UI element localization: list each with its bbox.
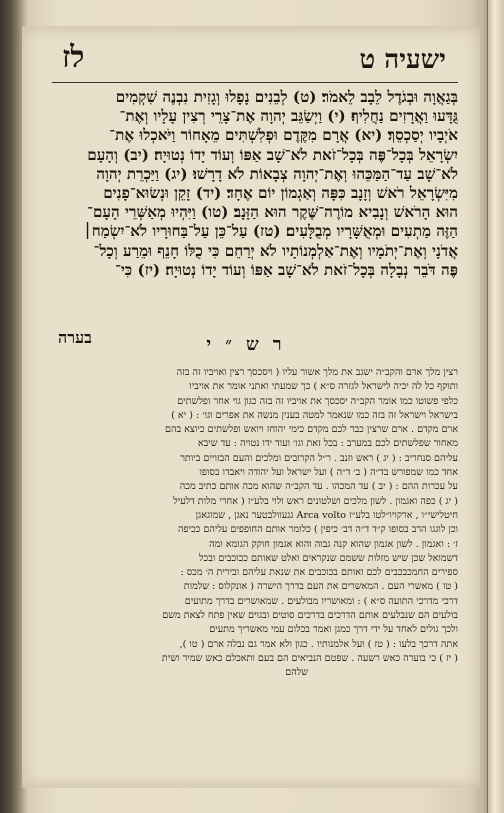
verse-line: פֶּה דֹּבֵר נְבָלָה בְּכָל־זֹאת לֹא־שָׁב אַפּוֹ וְעוֹד יָדוֹ נְטוּיָה׃ (יז) כִּי־ (115, 260, 458, 279)
commentary-line: כלפי פשוטו כמו אומר הקב״ה יסכסך את אויביו זה בזה כגון גוי אחר ופלשתים (177, 395, 458, 407)
commentary-line: על עכרות ההם : ( יב ) עד המכהו . עד הקב״ה שהוא מכה אותם כתיב מכה (179, 481, 458, 493)
verse-line: הוּא הָרֹאשׁ וְנָבִיא מוֹרֶה־שֶּׁקֶר הוּא הַזָּנָב׃ (טו) וַיִּהְיוּ מְאַשְּׁרֵי הָעָם־ (87, 203, 458, 222)
running-title: ישעיה ט (359, 45, 446, 75)
page-edge (487, 0, 504, 813)
commentary-line: ותוקף כל לה יכיה לישראל לגזרה ס״א ) כך שמעתי ואתני אומר את אויביו (189, 381, 458, 393)
commentary-line: עליהם סנחריב : ( יג ) ראש וזנב . ר״ל הקרובים ומלכים והעם הבזויים ביותר (180, 452, 458, 464)
commentary-line: שלהם (285, 667, 308, 679)
book-page (22, 26, 480, 788)
verse-line: אֲדֹנָי וְאֶת־יְתֹמָיו וְאֶת־אַלְמְנוֹתָיו לֹא יְרַחֵם כִּי כֻלּוֹ חָנֵף וּמֵרַע וְכָל־ (93, 241, 458, 260)
commentary-line: ( יז ) כי בוערה כאש רשעה . שפטם הנביאים הם בעם ותאכלם כאש שמיר ושית (161, 652, 458, 664)
commentary-line: ספירים החמכבכבים לכם ואותם בכוכבים את שנאת עליהם ובירית ה׳ מכס : (180, 567, 458, 579)
header-rule (52, 82, 458, 83)
commentary-line: בישראל וישראל זה בזה כמו שנאמר למטה בענין מנשה את אפרים וגו׳ : ( יא ) (171, 409, 458, 421)
commentary-line: ולכך גולים לאחד על ידי דרך כמגן ואמר בכלום עמי מאשריך מתעים (209, 624, 458, 636)
commentary-line: בולעים הם שנבלעים אותם הדרכים בדרכים סוטים ובגוים שאין פתח לצאת משם (162, 610, 458, 622)
verse-line: לֹא־שָׁב עַד־הַמַּכֵּהוּ וְאֶת־יְהוָה צְבָאוֹת לֹא דָרָשׁוּ׃ (יג) וַיַּכְרֵת יְהוָה (96, 164, 458, 183)
commentary-line: דרכי מדרכי התועה ס״א ) : ומאושריו מבולעים . שמאושרים בדרך מתועים (184, 595, 458, 607)
verse-line: הַזֶּה מַתְעִים וּמְאֻשָּׁרָיו מְבֻלָּעִים׃ (טז) עַל־כֵּן עַל־בַּחוּרָיו לֹא־יִשְׂמַח׀ (83, 222, 458, 241)
commentary-line: ( טו ) מאשרי העם . המאשרים את העם בדרך הישרה ( אונקלוס : שלמות (183, 581, 458, 593)
commentary-line: וכן לוגגו הרב בסופו ק״ד ד״ה דב׳ כיפין ) כלומר אותם החופפים עליהם ככיפה (177, 524, 458, 536)
verse-line: גֻּדָּעוּ וַאֲרָזִים נַחֲלִיף׃ (י) וַיְשַׂגֵּב יְהוָה אֶת־צָרֵי רְצִין עָלָיו וְאֶת־ (119, 107, 458, 126)
scripture-text (52, 88, 458, 280)
commentary-heading: רש״י (206, 334, 296, 355)
commentary-line: דשמואל שכן שיש מזלות ששמם שנקראים ואלט שאותם ככוכבים ובכל (199, 552, 458, 564)
commentary-line: ( יג ) כפה ואגמון . לשון מלכים ושלטונים ראש ולוי בלע״ז ( אחרי מלות דלעיל (173, 495, 458, 507)
commentary-line: אחד כמו שמפורש בד״ה ( ב׳ ד״ה ) ועל ישראל ועל יהודה ויאבדו בסופו (199, 467, 458, 479)
verse-line: מִיִּשְׂרָאֵל רֹאשׁ וְזָנָב כִּפָּה וְאַגְמוֹן יוֹם אֶחָד׃ (יד) זָקֵן וּנְשׂוּא־פָנִים (103, 184, 458, 203)
verse-line: אֹיְבָיו יְסַכְסֵךְ׃ (יא) אֲרָם מִקֶּדֶם וּפְלִשְׁתִּים מֵאָחוֹר וַיֹּאכְלוּ אֶת־ (109, 126, 458, 145)
verse-line: בְּגַאֲוָה וּבְגֹדֶל לֵבָב לֵאמֹר׃ (ט) לְבֵנִים נָפָלוּ וְגָזִית נִבְנֶה שִׁקְמִים (115, 88, 458, 106)
verse-line: יִשְׂרָאֵל בְּכָל־פֶּה בְּכָל־זֹאת לֹא־שָׁב אַפּוֹ וְעוֹד יָדוֹ נְטוּיָה׃ (יב) וְהָעָם (87, 145, 458, 164)
catchword: בערה (58, 328, 92, 347)
commentary-line: ארם מקדם . ארם שרצין כבר לכם מקדם כימי יהוחז ויואש ופלשתים כיוצא בהם (164, 424, 458, 436)
commentary-line: אתה דרכך בלעו : ( טז ) ועל אלמנותיו . כגון ולא אמר גם נבלה ארם ( טו ), (179, 638, 458, 650)
rashi-commentary (50, 366, 458, 681)
commentary-line: חיטלישי״ו , ארקויו״לטו בלע״ז Arca volto גגעוולבטער נאגן , שמוגאגן (195, 509, 458, 521)
commentary-line: מאחור שפלשתים לכם במערב : בכל זאת וגו׳ ועוד ידו נטויה : עד שיבא (197, 438, 458, 450)
page-header (62, 36, 446, 80)
folio-number: לז (62, 40, 85, 75)
commentary-line: ז׳ : ואגמון . לשון אגמון שהוא קנה גבוה והוא אגמון חוקק הגומא ומה (209, 538, 458, 550)
commentary-line: רצין מלך ארם והקב״ה ישגב את מלך אשור עליו ( ויסכסך רצין ואויביו זה בזה (176, 367, 458, 378)
